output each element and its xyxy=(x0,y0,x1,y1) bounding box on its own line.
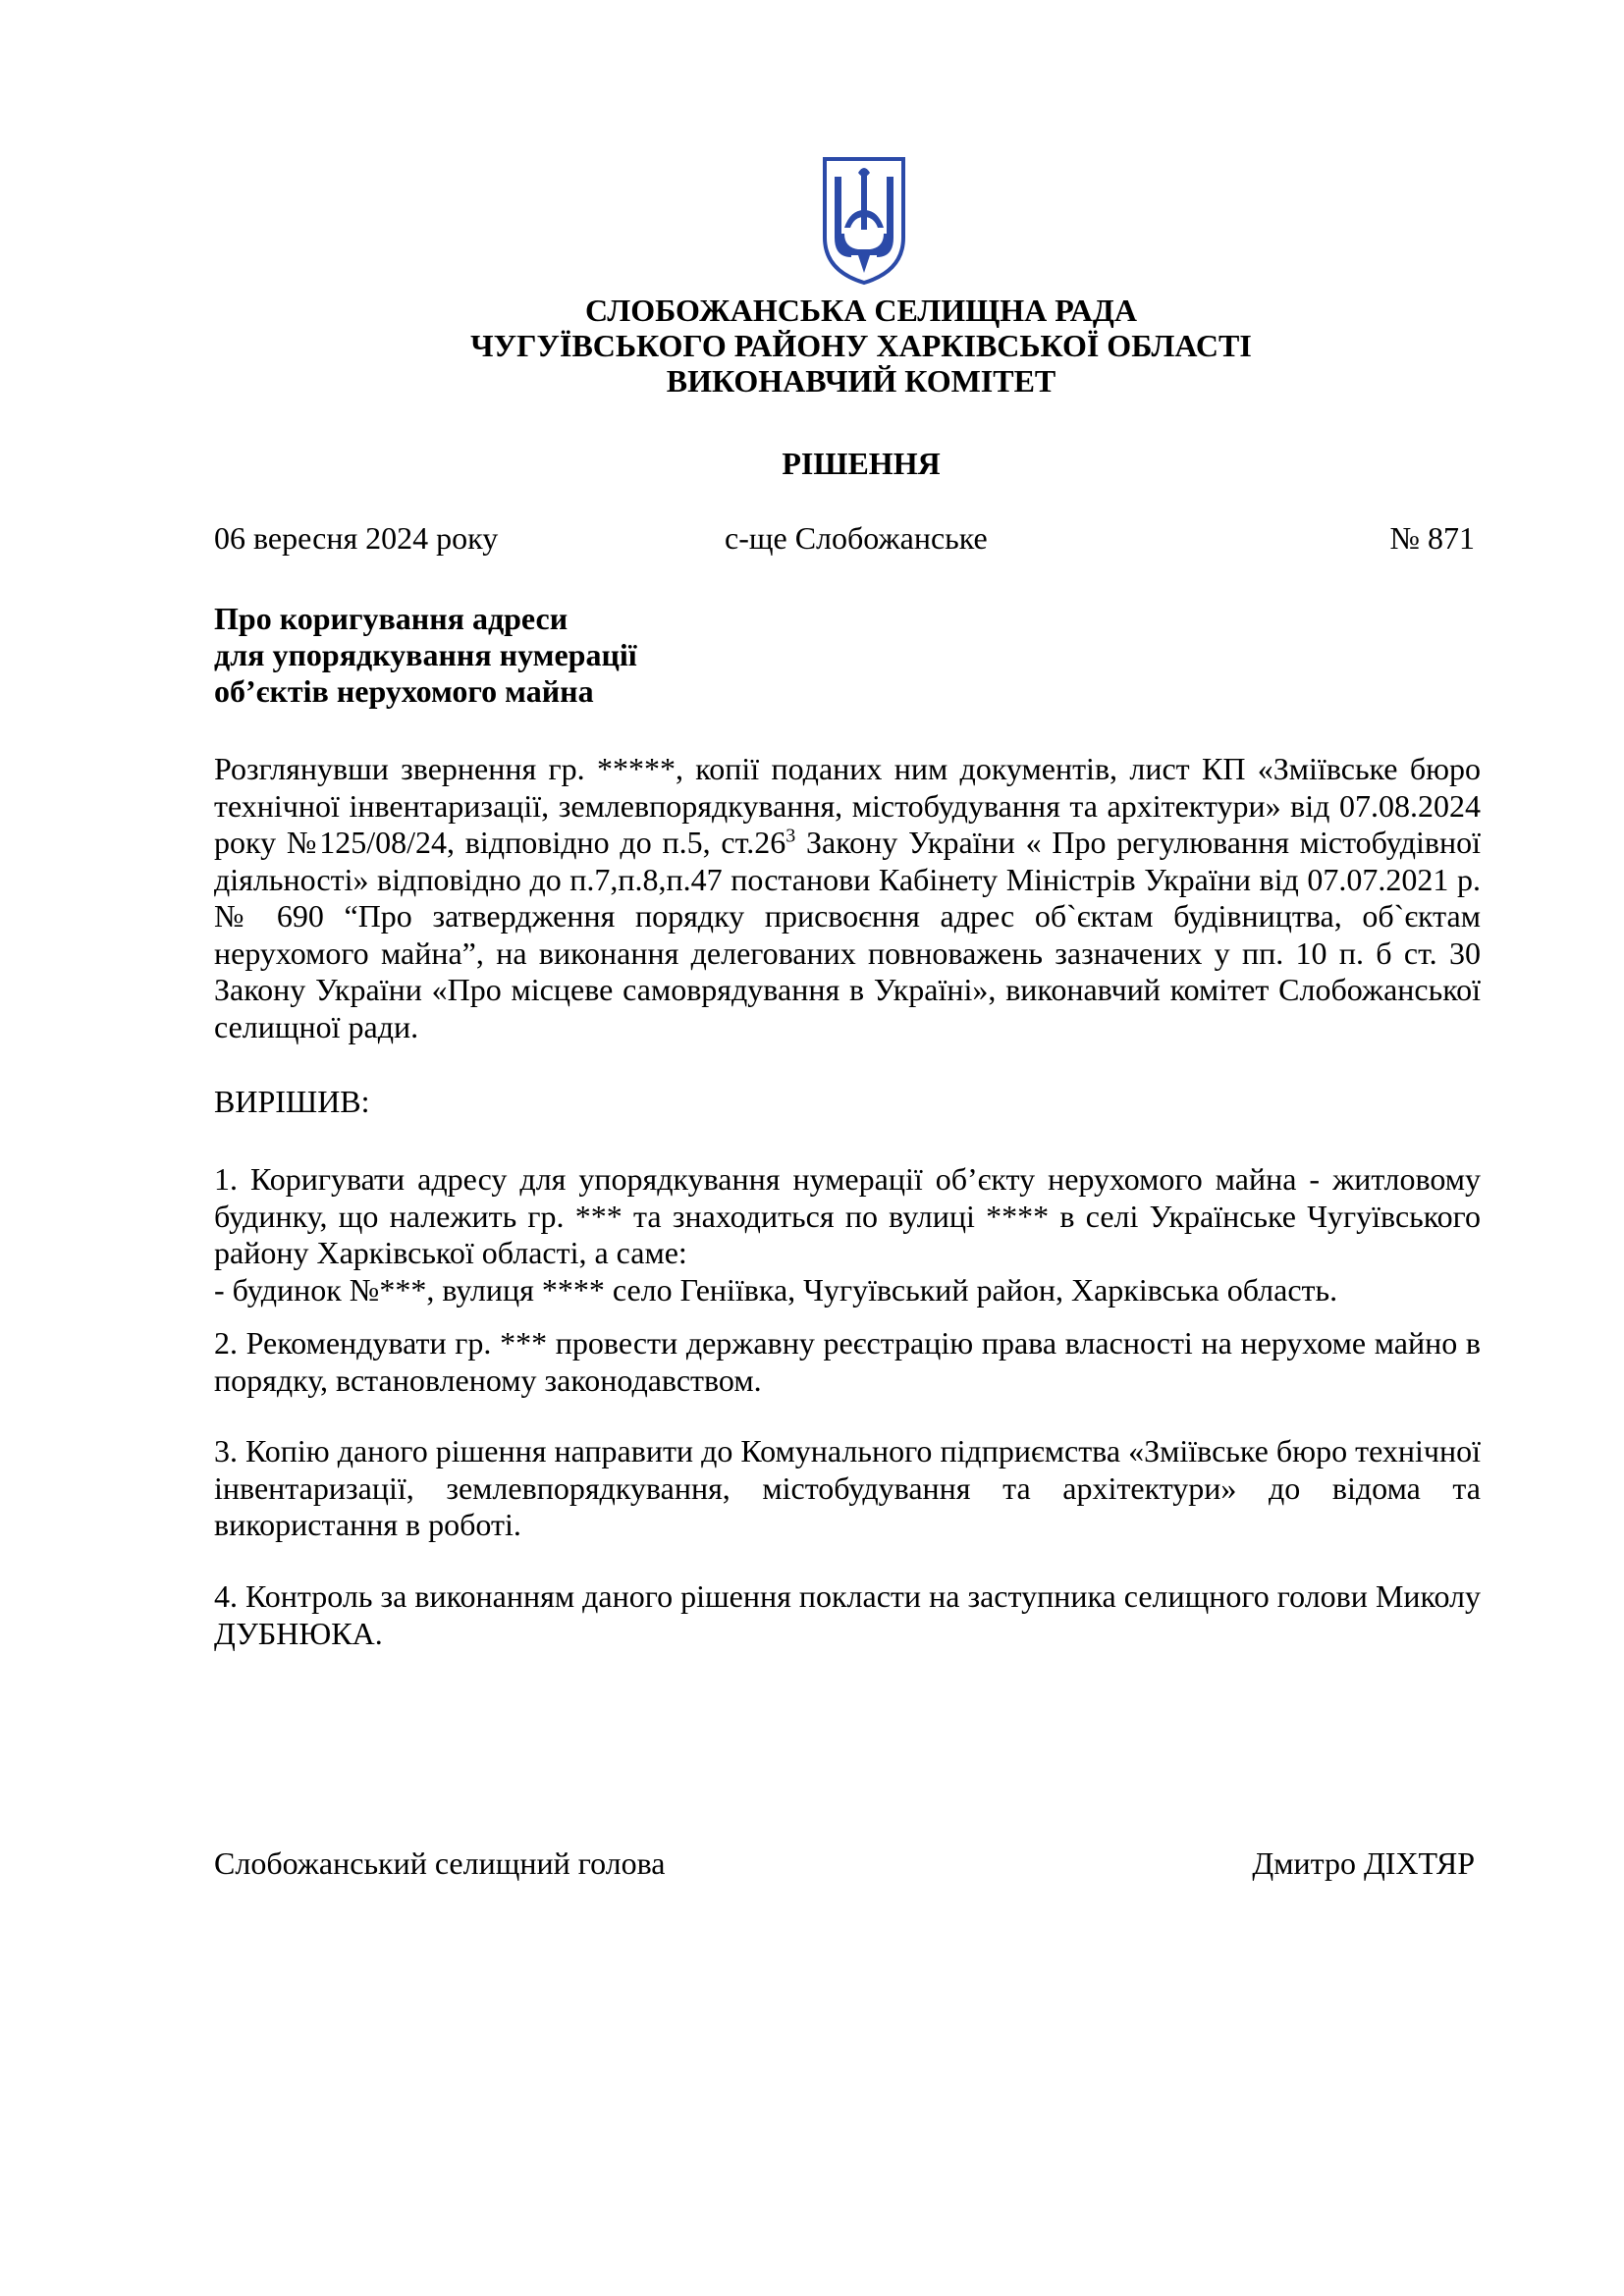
decision-item-1 xyxy=(214,1161,1481,1308)
dateline xyxy=(0,520,1624,560)
preamble-part-1: Розглянувши звернення гр. *****, копії поданих ним документів, лист КП «Зміївське бюро технічної інвентаризації, землевпорядкування, містобудування та архітектури» від 07.08.2024 року №125/08/24, відповідно до п.5, ст.26 xyxy=(214,751,1481,860)
trident-coat-of-arms-icon xyxy=(819,155,909,287)
decision-item-3: 3. Копію даного рішення направити до Комунального підприємства «Зміївське бюро технічної інвентаризації, землевпорядкування, містобудування та архітектури» до відома та використання в роботі. xyxy=(214,1433,1481,1542)
decision-date: 06 вересня 2024 року xyxy=(214,520,499,556)
decision-place: с-ще Слобожанське xyxy=(725,520,988,556)
preamble-paragraph xyxy=(214,751,1481,1045)
decision-number: № 871 xyxy=(1389,520,1475,556)
document-type: РІШЕННЯ xyxy=(782,446,941,481)
decision-subject xyxy=(214,601,637,710)
preamble-part-2: Закону України « Про регулювання містобудівної діяльності» відповідно до п.7,п.8,п.47 постанови Кабінету Міністрів України від 07.07.2021 р. № 690 “Про затвердження порядку присвоєння адрес об`єктам будівництва, об`єктам нерухомого майна”, на виконання делегованих повноважень зазначених у пп. 10 п. б ст. 30 Закону України «Про місцеве самоврядування в Україні», виконавчий комітет Слобожанської селищної ради. xyxy=(214,825,1481,1044)
decision-label: ВИРІШИВ: xyxy=(214,1084,370,1119)
district-name: ЧУГУЇВСЬКОГО РАЙОНУ ХАРКІВСЬКОЇ ОБЛАСТІ xyxy=(470,328,1252,363)
subject-line-2: для упорядкування нумерації xyxy=(214,637,637,672)
decision-item-4: 4. Контроль за виконанням даного рішення покласти на заступника селищного голови Миколу ДУБНЮКА. xyxy=(214,1578,1481,1651)
decision-item-1-text: 1. Коригувати адресу для упорядкування нумерації об’єкту нерухомого майна - житловому будинку, що належить гр. *** та знаходиться по вулиці **** в селі Українське Чугуївського району Харківської області, а саме: xyxy=(214,1161,1481,1270)
decision-item-1-address: - будинок №***, вулиця **** село Геніївка, Чугуївський район, Харківська область. xyxy=(214,1271,1338,1308)
committee-name: ВИКОНАВЧИЙ КОМІТЕТ xyxy=(666,363,1056,399)
council-name: СЛОБОЖАНСЬКА СЕЛИЩНА РАДА xyxy=(585,293,1137,328)
signatory-name: Дмитро ДІХТЯР xyxy=(1252,1845,1475,1881)
subject-line-3: об’єктів нерухомого майна xyxy=(214,673,594,709)
decision-item-2: 2. Рекомендувати гр. *** провести державну реєстрацію права власності на нерухоме майно в порядку, встановленому законодавством. xyxy=(214,1325,1481,1398)
signatory-position: Слобожанський селищний голова xyxy=(214,1845,666,1881)
preamble-superscript: 3 xyxy=(785,825,796,847)
subject-line-1: Про коригування адреси xyxy=(214,601,568,636)
